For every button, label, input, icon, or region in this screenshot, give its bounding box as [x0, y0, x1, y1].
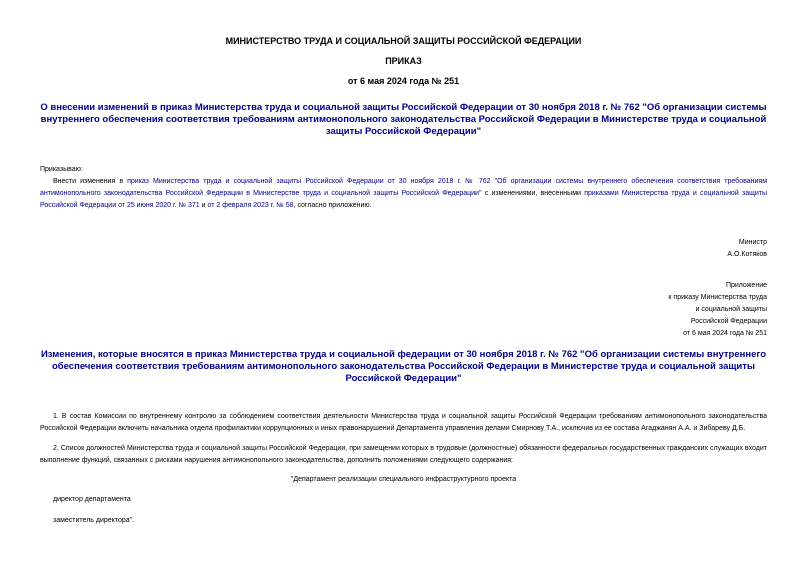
signature-position: Министр — [738, 239, 767, 246]
order-p1-link-2[interactable]: приказами Министерства труда и социальной защиты Российской Федерации от 25 июня 2020 г. № 371 — [40, 190, 768, 209]
changes-title-link[interactable]: приказ Министерства труда и социальной федерации от 30 ноября 2018 г. № 762 "Об организации системы внутреннего обеспечения соответствия требованиям антимонопольного законодательства Российской Федерации в Министерстве труда и социальной защиты Российской Федерации" — [51, 349, 767, 384]
appendix-line-4: Российской Федерации — [690, 318, 767, 325]
order-p1-link-3[interactable]: от 2 февраля 2023 г. № 58 — [207, 202, 294, 209]
document-date-number: от 6 мая 2024 года № 251 — [347, 76, 460, 86]
order-p1-and: и — [199, 202, 208, 209]
changes-item-1: 1. В состав Комиссии по внутреннему контролю за соблюдением соответствия деятельности Министерства труда и социальной защиты Российской Федерации требованиям антимонопольного законодательства Российской Федерации включить начальника отдела профилактики коррупционных и иных правонарушений Департамента управления делами Смирнову Т.А., исключив из ее состава Агаджанян А.А. и Зибареву Д.Б. — [40, 413, 767, 432]
document-title-prefix: О внесении изменений в — [40, 102, 160, 113]
order-paragraph-1 — [40, 176, 767, 212]
quote-deputy: заместитель директора". — [53, 517, 135, 524]
document-title — [30, 102, 777, 138]
quote-director: директор департамента — [53, 496, 131, 503]
ministry-name: МИНИСТЕРСТВО ТРУДА И СОЦИАЛЬНОЙ ЗАЩИТЫ РОССИЙСКОЙ ФЕДЕРАЦИИ — [225, 36, 582, 46]
changes-item-2: 2. Список должностей Министерства труда и социальной защиты Российской Федерации, при замещении которых в трудовые (должностные) обязанности федеральных государственных гражданских служащих входит выполнение функций, связанных с рисками нарушения антимонопольного законодательства, дополнить положениями следующего содержания: — [40, 445, 767, 464]
document-type: ПРИКАЗ — [385, 56, 422, 66]
appendix-line-1: Приложение — [725, 282, 767, 289]
order-p1-link[interactable]: приказ Министерства труда и социальной защиты Российской Федерации от 30 ноября 2018 г. № 762 "Об организации системы внутреннего обеспечения соответствия требованиям антимонопольного законодательства Российской Федерации в Министерстве труда и социальной защиты Российской Федерации" — [40, 178, 768, 197]
changes-title — [30, 349, 777, 385]
appendix-line-5: от 6 мая 2024 года № 251 — [683, 330, 767, 337]
quote-department: "Департамент реализации специального инфраструктурного проекта — [290, 476, 517, 483]
prikazyvayu-label: Приказываю: — [40, 166, 83, 173]
signature-name: А.О.Котяков — [727, 251, 767, 258]
document-title-link[interactable]: приказ Министерства труда и социальной защиты Российской Федерации от 30 ноября 2018 г. № 762 "Об организации системы внутреннего обеспечения соответствия требованиям антимонопольного законодательства Российской Федерации в Министерстве труда и социальной защиты Российской Федерации" — [40, 102, 767, 137]
signature-block — [727, 237, 767, 261]
appendix-line-2: к приказу Министерства труда — [668, 294, 767, 301]
appendix-line-3: и социальной защиты — [695, 306, 767, 313]
appendix-block — [668, 280, 767, 340]
changes-title-prefix: Изменения, которые вносятся в — [40, 349, 195, 360]
order-p1-suffix: , согласно приложению. — [293, 202, 372, 209]
order-p1-middle: с изменениями, внесенными — [481, 190, 585, 197]
order-p1-prefix: Внести изменения в — [53, 178, 128, 185]
